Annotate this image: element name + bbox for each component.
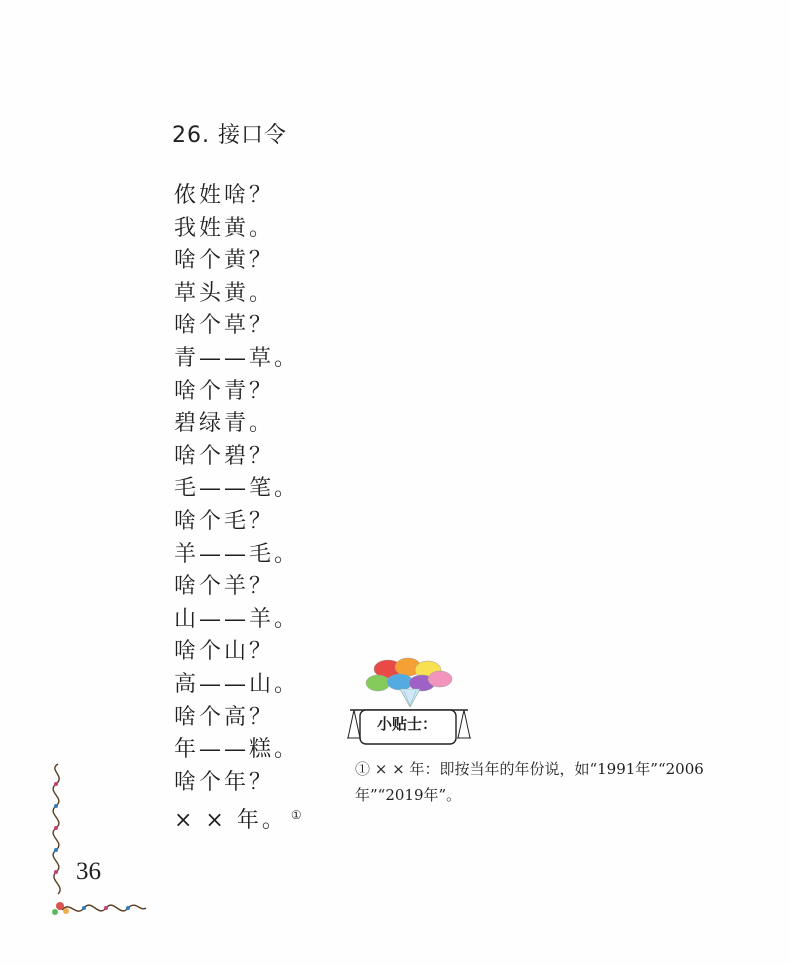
verse-line: 啥个碧？ [174, 443, 275, 469]
verse-line: 啥个羊？ [174, 574, 275, 600]
verse-line-text: × × 年。 [174, 808, 287, 834]
verse-line: 啥个黄？ [174, 248, 275, 274]
page-number: 36 [76, 858, 101, 885]
verse-line: 毛——笔。 [174, 476, 300, 502]
verse-line: 我姓黄。 [174, 215, 275, 241]
verse-line: 山——羊。 [174, 606, 300, 632]
footnote-reference: ① [290, 808, 302, 823]
verse-line: 啥个毛？ [174, 508, 275, 534]
verse-list [174, 180, 302, 832]
verse-line: 啥个年？ [174, 769, 275, 795]
verse-line: 侬姓啥？ [174, 183, 275, 208]
verse-line: 啥个山？ [174, 639, 275, 665]
tip-footnote-text: ① × × 年：即按当年的年份说，如“1991年”“2006年”“2019年”。 [355, 760, 704, 804]
tip-title: 小贴士： [376, 715, 437, 733]
verse-line: 高——山。 [174, 671, 300, 697]
lesson-title: 26. 接口令 [172, 123, 287, 148]
verse-line: 草头黄。 [174, 280, 275, 306]
verse-line: 啥个高？ [174, 704, 275, 730]
verse-line: 年——糕。 [174, 737, 300, 763]
verse-line: 啥个青？ [174, 378, 275, 404]
verse-line: 碧绿青。 [174, 411, 275, 437]
verse-line-last [174, 799, 302, 832]
verse-line: 青——草。 [174, 345, 300, 371]
corner-ornament-icon [40, 760, 150, 930]
verse-line: 啥个草？ [174, 313, 275, 339]
verse-line: 羊——毛。 [174, 541, 300, 567]
